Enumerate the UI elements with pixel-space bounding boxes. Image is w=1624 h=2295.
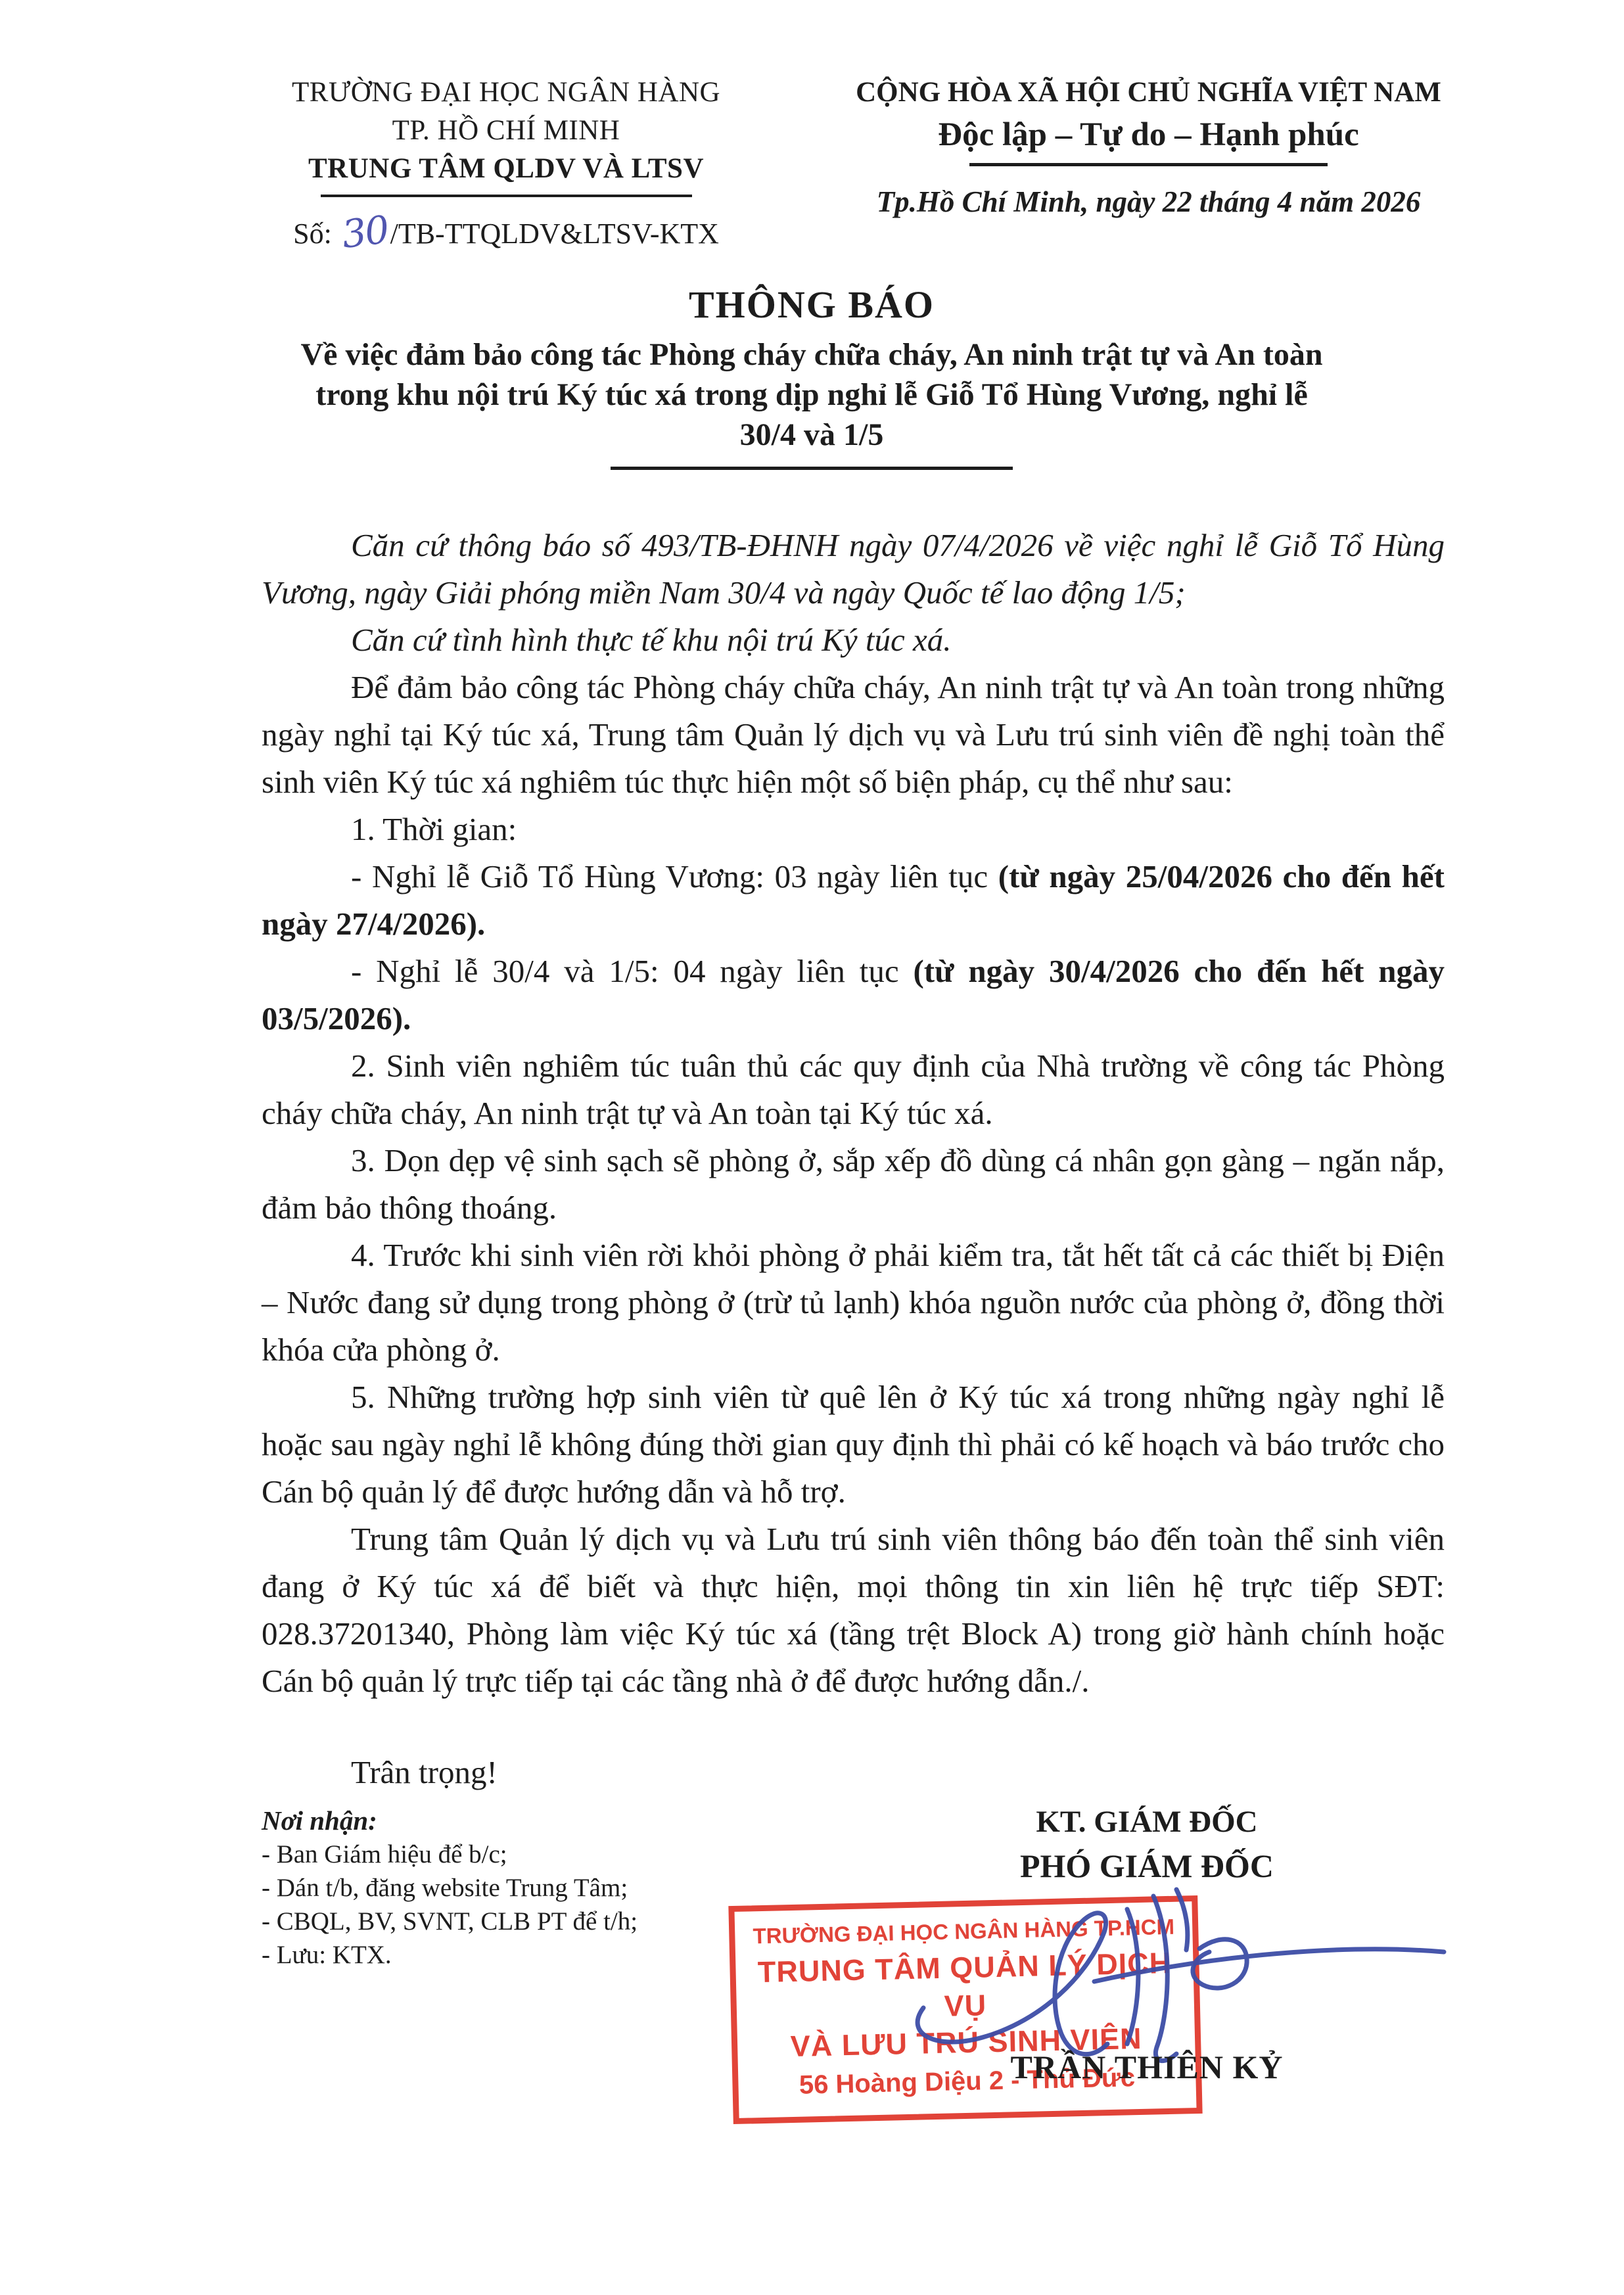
national-title: CỘNG HÒA XÃ HỘI CHỦ NGHĨA VIỆT NAM bbox=[856, 77, 1441, 108]
item1-b-dates: (từ ngày 30/4/2026 cho đến hết ngày 03/5/2026). bbox=[262, 953, 1445, 1036]
item2-paragraph: 2. Sinh viên nghiêm túc tuân thủ các quy định của Nhà trường về công tác Phòng cháy chữa cháy, An ninh trật tự và An toàn tại Ký túc xá. bbox=[262, 1048, 1445, 1131]
stamp-line-center-1: TRUNG TÂM QUẢN LÝ DỊCH VỤ bbox=[757, 1945, 1172, 2023]
motto-underline bbox=[969, 163, 1328, 166]
stamp-line-university: TRƯỜNG ĐẠI HỌC NGÂN HÀNG TP.HCM bbox=[753, 1914, 1175, 1949]
recipient-item: - Dán t/b, đăng website Trung Tâm; bbox=[262, 1874, 628, 1902]
official-red-stamp bbox=[728, 1895, 1202, 2124]
legal-basis-2: Căn cứ tình hình thực tế khu nội trú Ký túc xá. bbox=[351, 622, 952, 658]
org-line-university: TRƯỜNG ĐẠI HỌC NGÂN HÀNG bbox=[291, 77, 721, 108]
item3-paragraph: 3. Dọn dẹp vệ sinh sạch sẽ phòng ở, sắp xếp đồ dùng cá nhân gọn gàng – ngăn nắp, đảm bảo thông thoáng. bbox=[262, 1142, 1445, 1226]
recipient-item: - Ban Giám hiệu để b/c; bbox=[262, 1840, 507, 1868]
document-title: THÔNG BÁO bbox=[688, 283, 935, 326]
org-line-center: TRUNG TÂM QLDV VÀ LTSV bbox=[308, 153, 704, 184]
subtitle-line-2: trong khu nội trú Ký túc xá trong dịp nghỉ lễ Giỗ Tổ Hùng Vương, nghỉ lễ bbox=[315, 377, 1308, 412]
doc-number-suffix: /TB-TTQLDV&LTSV-KTX bbox=[390, 218, 719, 250]
item4-paragraph: 4. Trước khi sinh viên rời khỏi phòng ở phải kiểm tra, tắt hết tất cả các thiết bị Điện – Nước đang sử dụng trong phòng ở (trừ tủ lạnh) khóa nguồn nước của phòng ở, đồng thời khóa cửa phòng ở. bbox=[262, 1237, 1445, 1368]
document-body bbox=[262, 522, 1445, 1705]
recipients-label: Nơi nhận: bbox=[262, 1805, 377, 1836]
item1-holiday-a bbox=[262, 853, 1445, 948]
stamp-line-address: 56 Hoàng Diệu 2 - Thủ Đức bbox=[799, 2063, 1136, 2100]
signer-name: TRẦN THIÊN KỶ bbox=[1010, 2049, 1284, 2085]
signature-title-block bbox=[887, 1801, 1406, 1889]
subtitle-line-1: Về việc đảm bảo công tác Phòng cháy chữa cháy, An ninh trật tự và An toàn bbox=[300, 337, 1323, 372]
title-underline bbox=[611, 467, 1013, 470]
national-header-block bbox=[831, 74, 1466, 219]
title-block bbox=[194, 283, 1429, 470]
item1-b-text: - Nghỉ lễ 30/4 và 1/5: 04 ngày liên tục bbox=[351, 953, 914, 989]
item5-paragraph: 5. Những trường hợp sinh viên từ quê lên ở Ký túc xá trong những ngày nghỉ lễ hoặc sau ngày nghỉ lễ không đúng thời gian quy định thì phải có kế hoạch và báo trước cho Cán bộ quản lý để được hướng dẫn và hỗ trợ. bbox=[262, 1379, 1445, 1510]
intro-paragraph: Để đảm bảo công tác Phòng cháy chữa cháy, An ninh trật tự và An toàn trong những ngày nghỉ tại Ký túc xá, Trung tâm Quản lý dịch vụ và Lưu trú sinh viên đề nghị toàn thể sinh viên Ký túc xá nghiêm túc thực hiện một số biện pháp, cụ thể như sau: bbox=[262, 669, 1445, 800]
item1-holiday-b bbox=[262, 948, 1445, 1042]
doc-number-handwritten: 30 bbox=[339, 206, 390, 257]
issuing-org-block bbox=[246, 74, 766, 257]
place-date-line: Tp.Hồ Chí Minh, ngày 22 tháng 4 năm 2026 bbox=[876, 185, 1421, 218]
org-line-city: TP. HỒ CHÍ MINH bbox=[392, 115, 620, 146]
org-underline bbox=[321, 195, 692, 197]
doc-number-label: Số: bbox=[293, 218, 332, 250]
stamp-line-center-2: VÀ LƯU TRÚ SINH VIÊN bbox=[790, 2021, 1143, 2064]
item1-a-text: - Nghỉ lễ Giỗ Tổ Hùng Vương: 03 ngày liên tục bbox=[351, 858, 998, 894]
closing-salutation: Trân trọng! bbox=[351, 1754, 498, 1790]
document-number-line bbox=[246, 206, 766, 257]
national-motto: Độc lập – Tự do – Hạnh phúc bbox=[938, 116, 1359, 153]
signer-position: PHÓ GIÁM ĐỐC bbox=[1019, 1847, 1274, 1884]
recipient-item: - Lưu: KTX. bbox=[262, 1941, 392, 1969]
legal-basis-1: Căn cứ thông báo số 493/TB-ĐHNH ngày 07/4/2026 về việc nghỉ lễ Giỗ Tổ Hùng Vương, ngày Giải phóng miền Nam 30/4 và ngày Quốc tế lao động 1/5; bbox=[262, 527, 1445, 611]
recipient-item: - CBQL, BV, SVNT, CLB PT để t/h; bbox=[262, 1907, 638, 1936]
signer-authority: KT. GIÁM ĐỐC bbox=[1036, 1805, 1258, 1839]
item1-heading: 1. Thời gian: bbox=[351, 811, 517, 847]
subtitle-line-3: 30/4 và 1/5 bbox=[739, 417, 884, 452]
outro-paragraph: Trung tâm Quản lý dịch vụ và Lưu trú sinh viên thông báo đến toàn thể sinh viên đang ở Ký túc xá để biết và thực hiện, mọi thông tin xin liên hệ trực tiếp SĐT: 028.37201340, Phòng làm việc Ký túc xá (tầng trệt Block A) trong giờ hành chính hoặc Cán bộ quản lý trực tiếp tại các tầng nhà ở để được hướng dẫn./. bbox=[262, 1521, 1445, 1699]
item1-a-dates: (từ ngày 25/04/2026 cho đến hết ngày 27/4/2026). bbox=[262, 858, 1445, 942]
